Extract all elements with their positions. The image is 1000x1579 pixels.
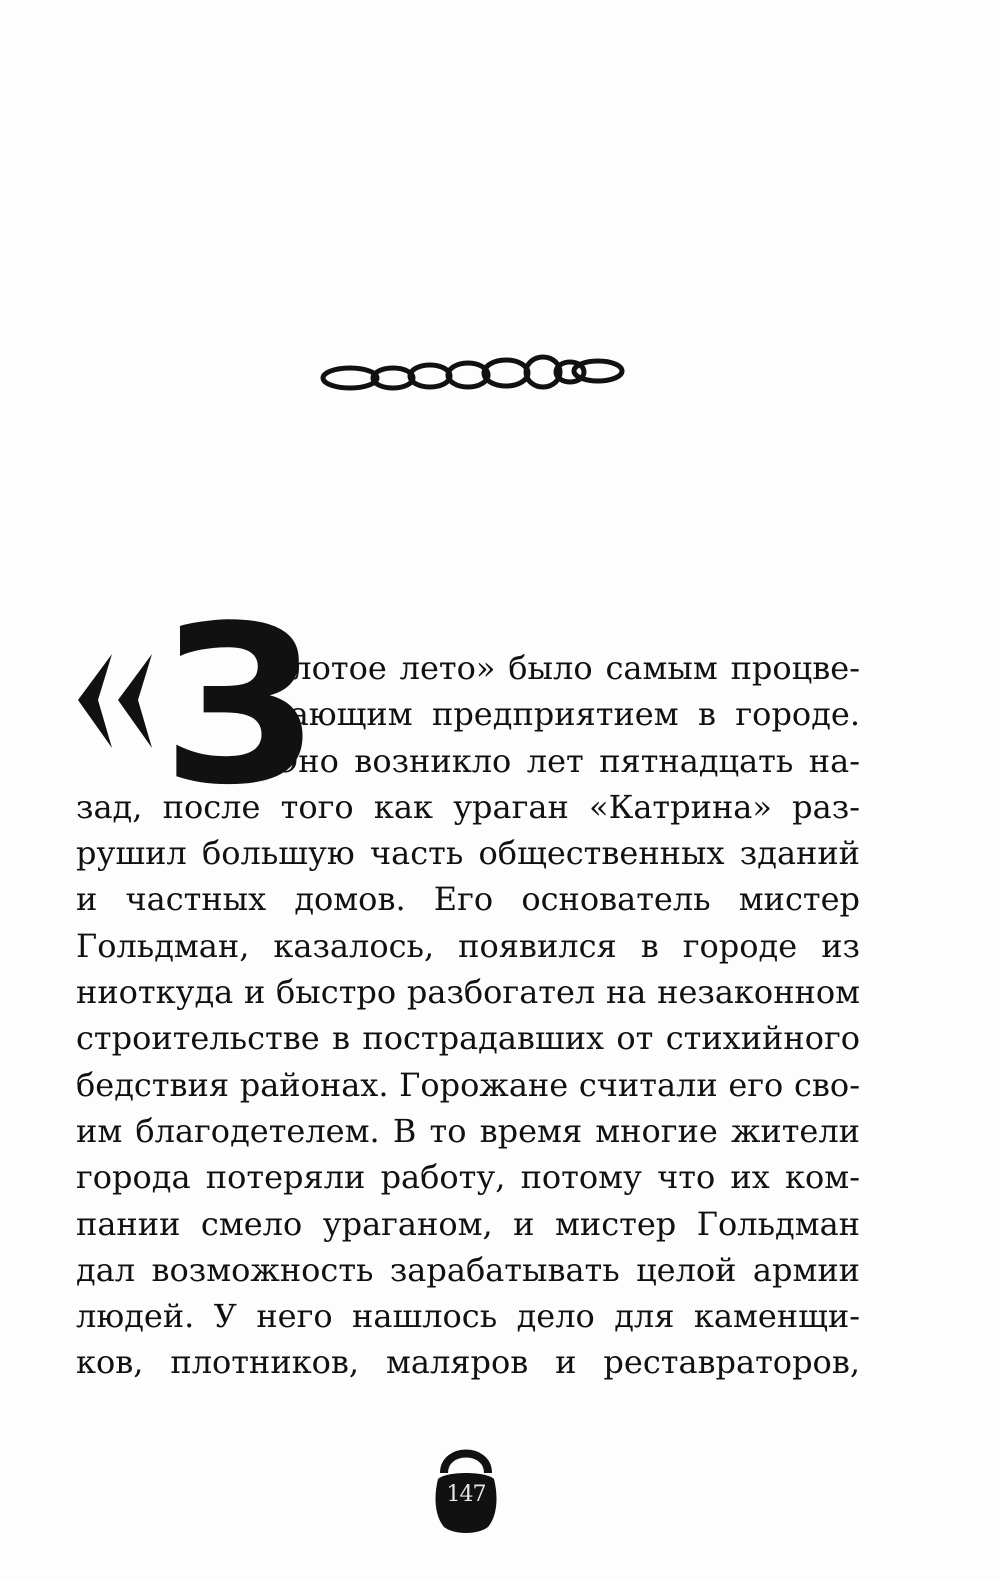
text-line: ков, плотников, маляров и реставраторов, <box>76 1343 860 1382</box>
text-line: тающим предприятием в городе. <box>272 695 860 734</box>
text-line: и частных домов. Его основатель мистер <box>76 880 860 919</box>
chapter-text <box>76 645 860 1386</box>
text-line: людей. У него нашлось дело для каменщи- <box>76 1297 860 1336</box>
text-line: ниоткуда и быстро разбогател на незаконном <box>76 973 860 1012</box>
text-line: рушил большую часть общественных зданий <box>76 834 860 873</box>
drop-cap-letter: З <box>162 580 317 833</box>
text-line: строительстве в пострадавших от стихийного <box>76 1019 860 1058</box>
text-line: зад, после того как ураган «Катрина» раз- <box>76 787 860 826</box>
text-line: бедствия районах. Горожане считали его сво- <box>76 1065 860 1104</box>
chain-ornament-icon <box>318 350 628 395</box>
text-line: им благодетелем. В то время многие жители <box>76 1111 860 1150</box>
text-line: дал возможность зарабатывать целой армии <box>76 1250 860 1289</box>
text-line: олотое лето» было самым процве- <box>272 649 860 687</box>
text-line: Оно возникло лет пятнадцать на- <box>272 741 860 780</box>
page-number: 147 <box>446 1482 486 1507</box>
text-line: пании смело ураганом, и мистер Гольдман <box>76 1204 860 1243</box>
text-line: Гольдман, казалось, появился в городе из <box>76 926 860 965</box>
text-line: города потеряли работу, потому что их ком- <box>76 1158 860 1197</box>
